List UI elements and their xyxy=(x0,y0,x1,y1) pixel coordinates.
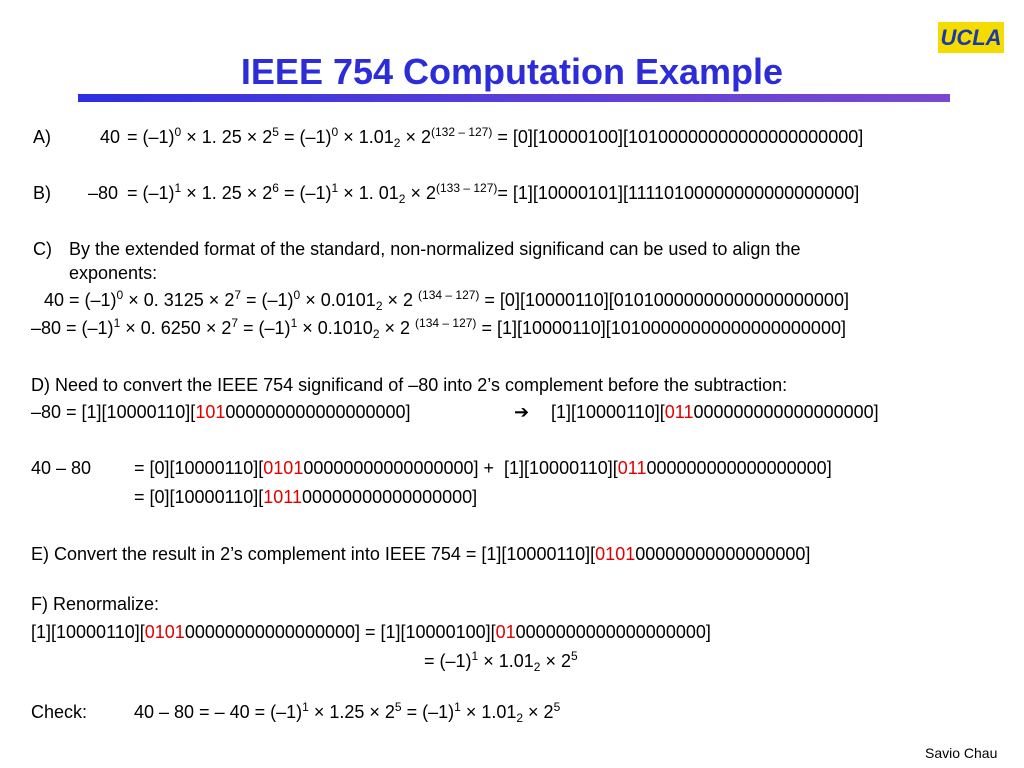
line-b-label: B) xyxy=(33,183,51,203)
line-c-text: By the extended format of the standard, non-normalized significand can be used to align the xyxy=(69,239,801,259)
line-check-label: Check: xyxy=(31,702,88,722)
line-b-number: –80 xyxy=(88,183,119,203)
line-convert: E) Convert the result in 2’s complement into IEEE 754 = [1][10000110][010100000000000000000] xyxy=(31,544,811,564)
right-arrow-icon: ➔ xyxy=(514,402,530,422)
line-c-eq-minus80: $-80 = (-1)^1 \times 0$. $6250 \times 2^7 = (-1)^1 \times 0.1010_2 \times 2$ $^{(134 - 127)}$ = [1][10000110][10100000000000000000000] xyxy=(31,316,846,341)
line-e-sum: = [0][10000110][010100000000000000000] + [1][10000110][011000000000000000000] xyxy=(134,458,832,478)
line-d-text: D) Need to convert the IEEE 754 significand of –80 into 2’s complement before the subtraction: xyxy=(31,375,788,395)
author-footer: Savio Chau xyxy=(925,745,998,761)
line-c-eq-40: $40 = (-1)^0 \times 0$. $3125 \times 2^7 = (-1)^0 \times 0.0101_2 \times 2$ $^{(134 - 127)}$ = [0][10000110][01010000000000000000000] xyxy=(44,288,849,313)
line-a-number: 40 xyxy=(100,127,121,147)
line-check-expression: 40 – 80 = – $40 = (-1)^1 \times 1.25 \times 2^5 = (-1)^1 \times 1.01_2 \times 2^5$ xyxy=(134,700,561,725)
slide-title: IEEE 754 Computation Example xyxy=(240,51,784,92)
line-c-text-cont: exponents: xyxy=(69,263,158,283)
line-b-expression: = $(-1)^1 \times 1$. $25 \times 2^6 = (-1)^1 \times 1$. $01_2 \times 2^{(133 - 127)}= [1][10000101][11110100000000000000000]$ xyxy=(127,181,860,206)
line-renormalize-label: F) Renormalize: xyxy=(31,594,160,614)
title-underline xyxy=(78,94,950,102)
line-c-label: C) xyxy=(33,239,52,259)
line-d-left: –80 = [1][10000110][101000000000000000000] xyxy=(31,402,411,422)
line-e-lhs: 40 – 80 xyxy=(31,458,92,478)
line-d-right: [1][10000110][011000000000000000000] xyxy=(551,402,879,422)
ucla-logo: UCLA xyxy=(938,22,1004,53)
line-renormalize-eq: [1][10000110][010100000000000000000] = [1][10000100][010000000000000000000] xyxy=(31,622,711,642)
line-a-expression: = $(-1)^0 \times 1$. $25 \times 2^5 = (-1)^0 \times 1.01_2 \times 2^{(132 - 127)} = [0][10000100][10100000000000000000000]$ xyxy=(127,125,864,150)
line-a-label: A) xyxy=(33,127,51,147)
line-e-result: = [0][10000110][101100000000000000000] xyxy=(134,487,478,507)
line-renormalize-result: = $(-1)^1 \times 1.01_2 \times 2^5$ xyxy=(424,649,578,674)
